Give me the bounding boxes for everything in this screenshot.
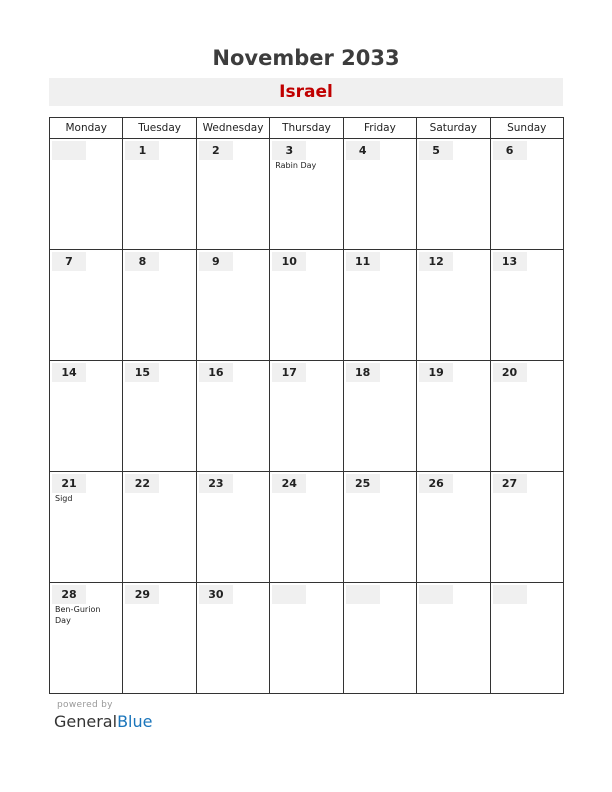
day-number: 18 <box>346 363 380 382</box>
weekday-header: Sunday <box>490 118 563 139</box>
week-row <box>50 250 564 361</box>
day-number: 15 <box>125 363 159 382</box>
day-cell <box>50 361 123 472</box>
day-cell <box>343 139 416 250</box>
day-cell <box>196 583 269 694</box>
day-number: 6 <box>493 141 527 160</box>
day-number <box>346 585 380 604</box>
day-cell <box>490 139 563 250</box>
day-number: 14 <box>52 363 86 382</box>
day-number: 3 <box>272 141 306 160</box>
country-name: Israel <box>279 82 333 102</box>
day-cell <box>490 472 563 583</box>
holiday-label: Rabin Day <box>275 161 317 170</box>
day-number: 28 <box>52 585 86 604</box>
day-number: 2 <box>199 141 233 160</box>
day-number: 7 <box>52 252 86 271</box>
day-number <box>493 585 527 604</box>
day-number: 9 <box>199 252 233 271</box>
day-cell <box>490 361 563 472</box>
brand-general: General <box>54 712 118 731</box>
weekday-header: Monday <box>50 118 123 139</box>
day-number: 20 <box>493 363 527 382</box>
day-number: 4 <box>346 141 380 160</box>
calendar-title: November 2033 <box>212 46 400 70</box>
day-cell <box>196 250 269 361</box>
week-row <box>50 361 564 472</box>
day-cell <box>123 583 196 694</box>
day-number: 8 <box>125 252 159 271</box>
weekday-header: Tuesday <box>123 118 196 139</box>
day-number: 26 <box>419 474 453 493</box>
week-row <box>50 139 564 250</box>
day-number: 25 <box>346 474 380 493</box>
day-cell <box>270 361 343 472</box>
weekday-header: Saturday <box>417 118 490 139</box>
day-cell <box>343 250 416 361</box>
week-row <box>50 472 564 583</box>
day-number: 22 <box>125 474 159 493</box>
brand-blue: Blue <box>117 712 153 731</box>
day-cell <box>123 361 196 472</box>
day-number: 5 <box>419 141 453 160</box>
day-cell <box>50 472 123 583</box>
day-cell <box>490 250 563 361</box>
day-cell <box>50 139 123 250</box>
day-number: 17 <box>272 363 306 382</box>
day-number <box>419 585 453 604</box>
holiday-label: Sigd <box>55 494 73 503</box>
day-cell <box>343 361 416 472</box>
day-cell <box>417 583 490 694</box>
day-number: 1 <box>125 141 159 160</box>
day-cell <box>417 472 490 583</box>
day-cell <box>343 472 416 583</box>
day-cell <box>417 139 490 250</box>
day-cell <box>196 361 269 472</box>
day-number: 16 <box>199 363 233 382</box>
day-number: 30 <box>199 585 233 604</box>
day-number: 10 <box>272 252 306 271</box>
day-cell <box>343 583 416 694</box>
day-cell <box>417 250 490 361</box>
day-cell <box>270 583 343 694</box>
day-cell <box>50 250 123 361</box>
day-number: 24 <box>272 474 306 493</box>
day-number: 29 <box>125 585 159 604</box>
holiday-label: Ben-Gurion Day <box>55 605 101 625</box>
day-number: 27 <box>493 474 527 493</box>
day-number: 19 <box>419 363 453 382</box>
generalblue-logo[interactable] <box>54 712 152 731</box>
day-cell <box>196 472 269 583</box>
week-row <box>50 583 564 694</box>
day-number: 12 <box>419 252 453 271</box>
day-cell <box>270 250 343 361</box>
day-number: 21 <box>52 474 86 493</box>
weekday-header: Friday <box>343 118 416 139</box>
day-number: 11 <box>346 252 380 271</box>
weekday-header-row <box>50 118 564 139</box>
day-number <box>272 585 306 604</box>
weekday-header: Wednesday <box>196 118 269 139</box>
day-number <box>52 141 86 160</box>
powered-by-text: powered by <box>57 700 113 710</box>
day-number: 13 <box>493 252 527 271</box>
day-number: 23 <box>199 474 233 493</box>
day-cell <box>123 472 196 583</box>
day-cell <box>196 139 269 250</box>
country-banner <box>49 78 563 106</box>
day-cell <box>123 139 196 250</box>
day-cell <box>270 472 343 583</box>
day-cell <box>123 250 196 361</box>
weekday-header: Thursday <box>270 118 343 139</box>
day-cell <box>490 583 563 694</box>
calendar-grid <box>49 117 564 694</box>
day-cell <box>270 139 343 250</box>
day-cell <box>417 361 490 472</box>
day-cell <box>50 583 123 694</box>
